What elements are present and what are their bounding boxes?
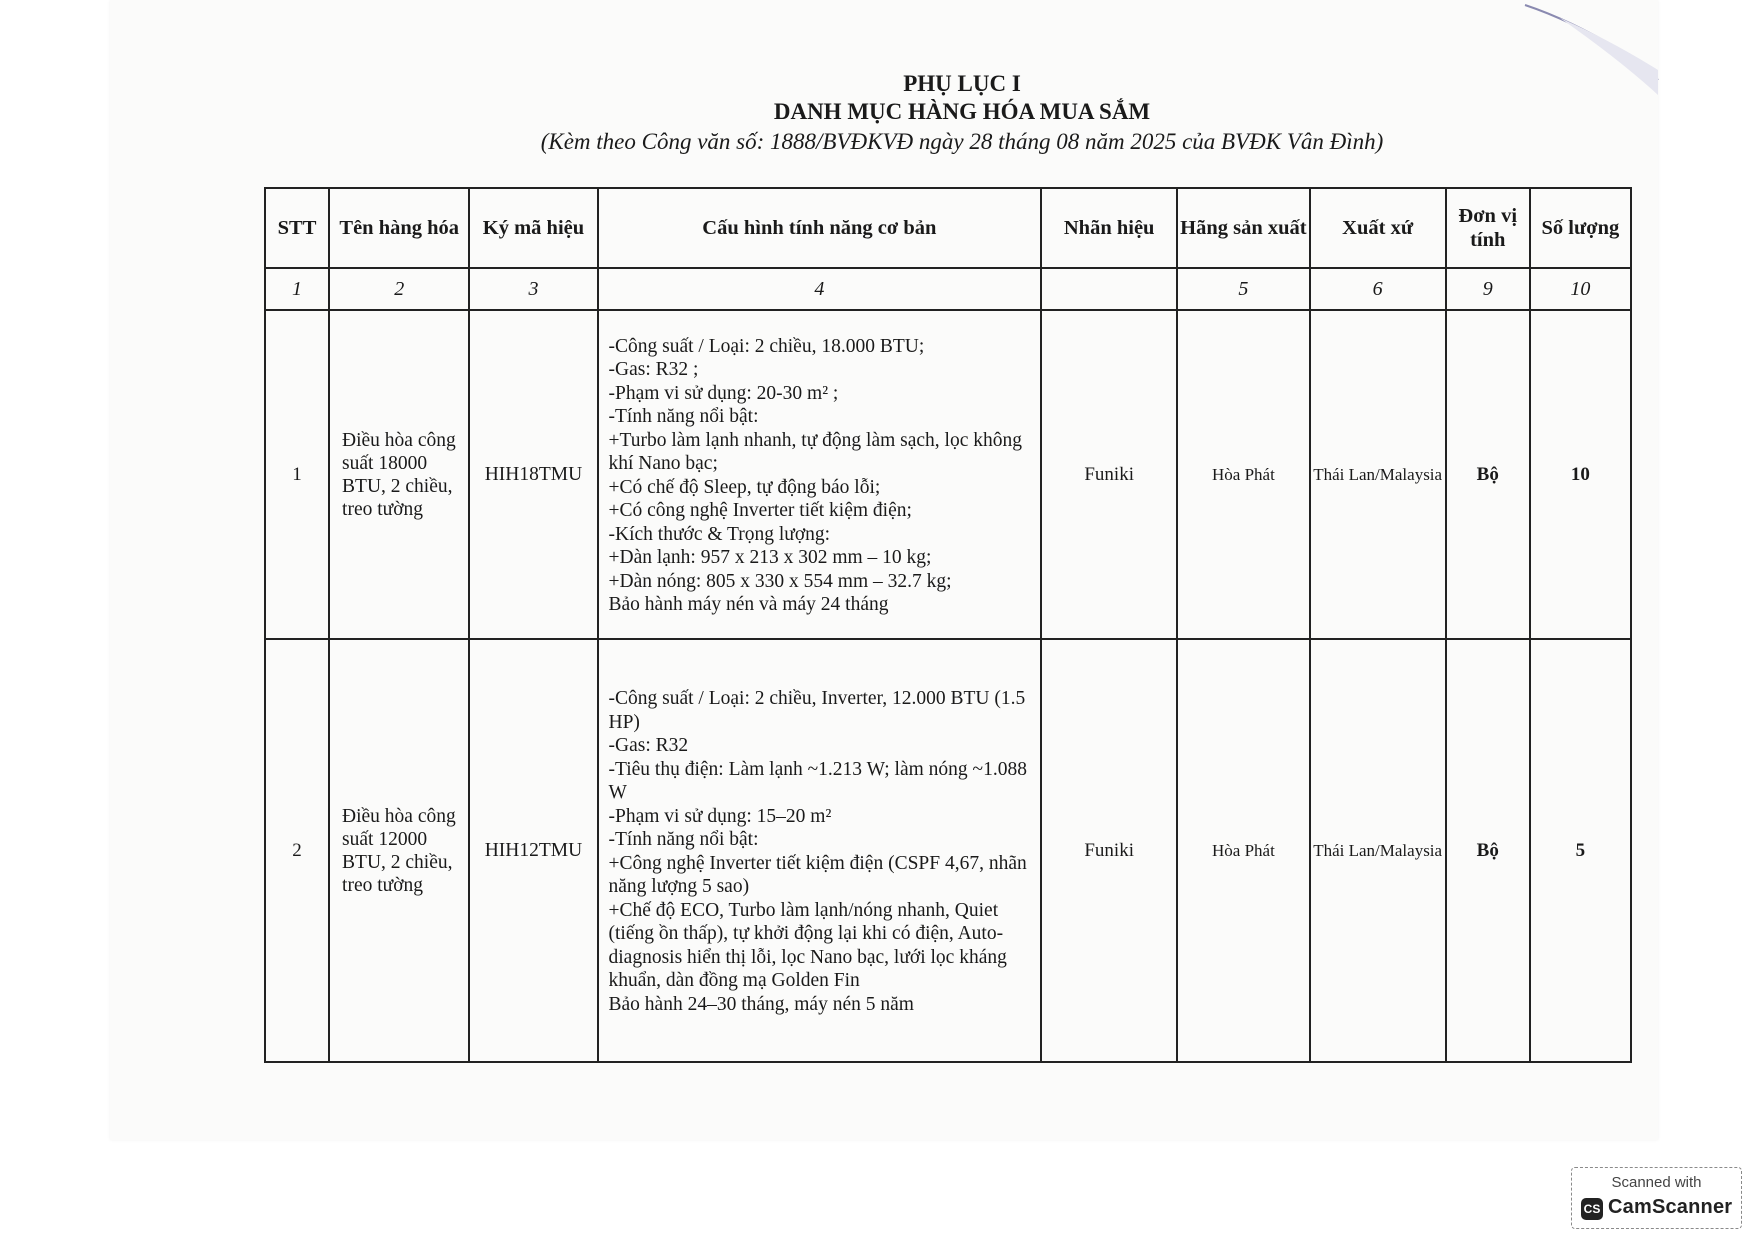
spec-line: -Gas: R32 [608,735,689,756]
spec-line: +Chế độ ECO, Turbo làm lạnh/nóng nhanh, Quiet (tiếng ồn thấp), tự khởi động lại khi có điện, Auto-diagnosis hiển thị lỗi, lọc Nano bạc, lưới lọc kháng khuẩn, dàn đồng mạ Golden Fin [608,899,1007,991]
reference-line: (Kèm theo Công văn số: 1888/BVĐKVĐ ngày 28 tháng 08 năm 2025 của BVĐK Vân Đình) [540,129,1384,154]
row-manufacturer: Hòa Phát [1177,310,1310,639]
camscanner-watermark [1571,1167,1742,1229]
col-number: 9 [1446,268,1530,310]
column-number-row [265,268,1631,310]
spec-line: -Phạm vi sử dụng: 20-30 m² ; [608,382,839,404]
spec-line: +Công nghệ Inverter tiết kiệm điện (CSPF 4,67, nhãn năng lượng 5 sao) [608,852,1027,897]
spec-line: -Phạm vi sử dụng: 15–20 m² [608,805,832,827]
spec-line: -Gas: R32 ; [608,359,699,380]
appendix-title: PHỤ LỤC I [903,71,1021,96]
row-stt: 2 [265,639,329,1062]
row-quantity: 10 [1530,310,1631,639]
spec-line: +Dàn lạnh: 957 x 213 x 302 mm – 10 kg; [608,547,932,568]
col-header-quantity: Số lượng [1530,188,1631,268]
table-row [265,639,1631,1062]
row-brand: Funiki [1041,639,1177,1062]
col-number: 10 [1530,268,1631,310]
table-row [265,310,1631,639]
row-origin: Thái Lan/Malaysia [1310,639,1446,1062]
row-brand: Funiki [1041,310,1177,639]
col-number: 3 [469,268,597,310]
col-header-manufacturer: Hãng sản xuất [1177,188,1310,268]
row-spec [598,639,1042,1062]
col-number: 1 [265,268,329,310]
row-stt: 1 [265,310,329,639]
col-header-brand: Nhãn hiệu [1041,188,1177,268]
spec-line: Bảo hành 24–30 tháng, máy nén 5 năm [608,993,914,1015]
spec-line: +Turbo làm lạnh nhanh, tự động làm sạch, lọc không khí Nano bạc; [608,429,1023,474]
spec-line: -Công suất / Loại: 2 chiều, Inverter, 12.000 BTU (1.5 HP) [608,688,1026,733]
col-header-unit: Đơn vị tính [1446,188,1530,268]
col-number: 5 [1177,268,1310,310]
spec-line: +Dàn nóng: 805 x 330 x 554 mm – 32.7 kg; [608,570,952,592]
spec-line: -Tiêu thụ điện: Làm lạnh ~1.213 W; làm nóng ~1.088 W [608,758,1027,803]
camscanner-logo-icon: CS [1581,1198,1603,1220]
watermark-caption: Scanned with [1611,1174,1702,1191]
spec-line: +Có công nghệ Inverter tiết kiệm điện; [608,500,912,521]
row-name: Điều hòa công suất 18000 BTU, 2 chiều, treo tường [329,310,469,639]
spec-line: -Tính năng nổi bật: [608,406,759,427]
spec-line: -Tính năng nổi bật: [608,829,759,850]
spec-line: -Kích thước & Trọng lượng: [608,523,831,545]
row-code: HIH18TMU [469,310,597,639]
col-header-origin: Xuất xứ [1310,188,1446,268]
goods-table [264,187,1632,1063]
list-title: DANH MỤC HÀNG HÓA MUA SẮM [773,99,1151,124]
row-manufacturer: Hòa Phát [1177,639,1310,1062]
col-header-code: Ký mã hiệu [469,188,597,268]
row-code: HIH12TMU [469,639,597,1062]
col-number: 4 [598,268,1042,310]
spec-line: Bảo hành máy nén và máy 24 tháng [608,594,889,615]
row-unit: Bộ [1446,639,1530,1062]
col-number [1041,268,1177,310]
col-header-spec: Cấu hình tính năng cơ bản [598,188,1042,268]
col-header-name: Tên hàng hóa [329,188,469,268]
row-name: Điều hòa công suất 12000 BTU, 2 chiều, treo tường [329,639,469,1062]
row-quantity: 5 [1530,639,1631,1062]
row-unit: Bộ [1446,310,1530,639]
spec-line: -Công suất / Loại: 2 chiều, 18.000 BTU; [608,335,925,357]
document-title [262,70,1662,158]
col-number: 6 [1310,268,1446,310]
row-origin: Thái Lan/Malaysia [1310,310,1446,639]
spec-line: +Có chế độ Sleep, tự động báo lỗi; [608,476,881,498]
row-spec [598,310,1042,639]
header-row [265,188,1631,268]
col-header-stt: STT [265,188,329,268]
col-number: 2 [329,268,469,310]
watermark-brand: CamScanner [1608,1196,1733,1218]
